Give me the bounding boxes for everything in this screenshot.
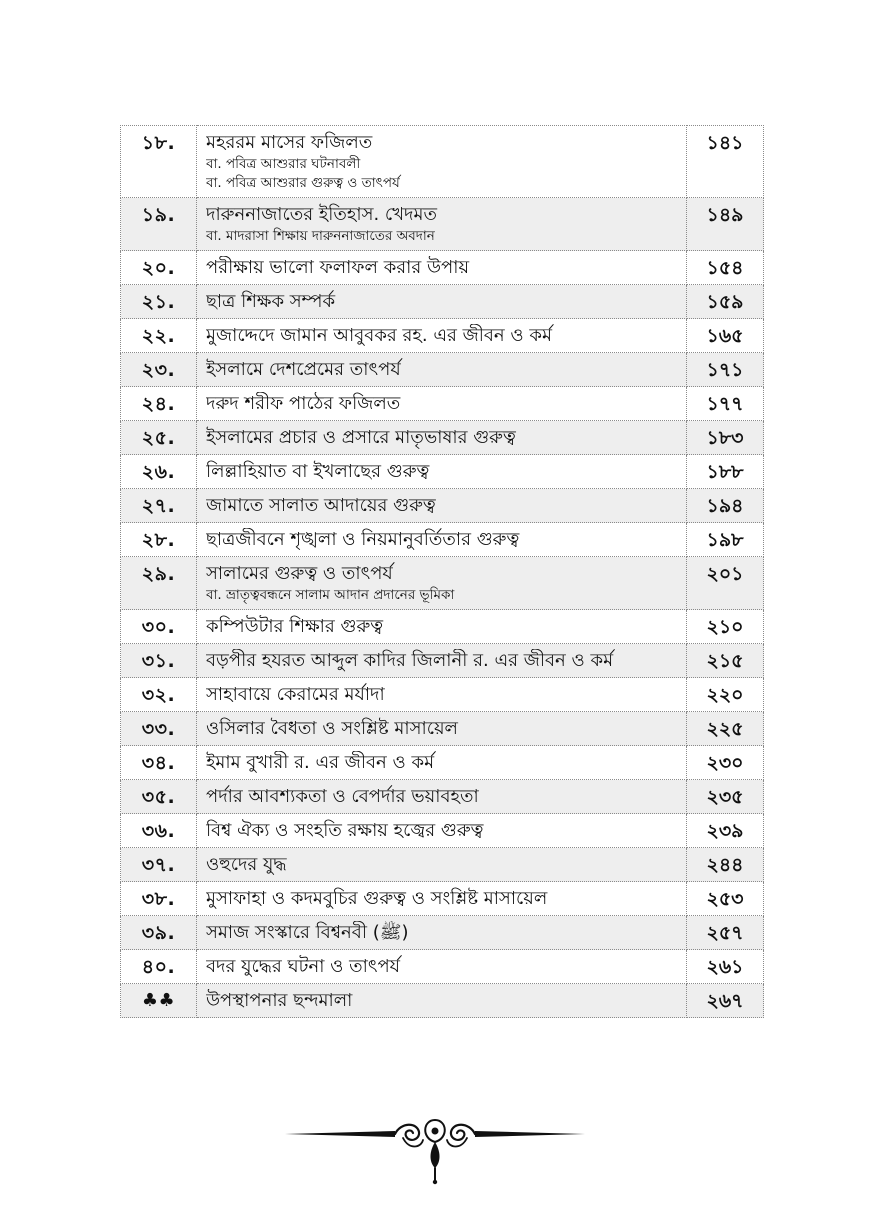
chapter-title: মুজাদ্দেদে জামান আবুবকর রহ. এর জীবন ও কর্ম: [206, 325, 552, 346]
chapter-subtitle: বা. পবিত্র আশুরার ঘটনাবলী: [206, 156, 361, 172]
toc-body: [121, 126, 764, 1018]
chapter-title-cell: [197, 678, 687, 712]
chapter-number: ২৪.: [121, 387, 197, 421]
chapter-title-cell: [197, 644, 687, 678]
page-number: ২৩৫: [687, 780, 764, 814]
page-number: ২৩৯: [687, 814, 764, 848]
table-of-contents: [120, 125, 764, 1018]
page-number: ২৫৭: [687, 916, 764, 950]
chapter-title-cell: [197, 780, 687, 814]
chapter-title-cell: [197, 285, 687, 319]
scroll-flourish-icon: [283, 1116, 587, 1188]
chapter-number: ৪০.: [121, 950, 197, 984]
page-number: ২১৫: [687, 644, 764, 678]
chapter-title: সালামের গুরুত্ব ও তাৎপর্য: [206, 563, 393, 584]
toc-row: [121, 251, 764, 285]
page-number: ১৬৫: [687, 319, 764, 353]
chapter-title: মুসাফাহা ও কদমবুচির গুরুত্ব ও সংশ্লিষ্ট মাসায়েল: [206, 888, 548, 909]
toc-row: [121, 387, 764, 421]
toc-row: [121, 882, 764, 916]
chapter-number: ২৬.: [121, 455, 197, 489]
chapter-title-cell: [197, 198, 687, 251]
toc-row: [121, 489, 764, 523]
page-number: ২৬৭: [687, 984, 764, 1018]
toc-row: [121, 557, 764, 610]
chapter-number: ২৫.: [121, 421, 197, 455]
toc-row: [121, 780, 764, 814]
page-number: ১৮৮: [687, 455, 764, 489]
chapter-number: ২১.: [121, 285, 197, 319]
toc-row: [121, 610, 764, 644]
chapter-title-cell: [197, 557, 687, 610]
toc-row: [121, 523, 764, 557]
page-number: ২২৫: [687, 712, 764, 746]
chapter-number: ৩৮.: [121, 882, 197, 916]
chapter-title: ওহুদের যুদ্ধ: [206, 854, 287, 875]
page-number: ১৪৯: [687, 198, 764, 251]
page-number: ১৪১: [687, 126, 764, 198]
chapter-title-cell: [197, 126, 687, 198]
chapter-title: ইসলামে দেশপ্রেমের তাৎপর্য: [206, 359, 401, 380]
chapter-title-cell: [197, 251, 687, 285]
chapter-title-cell: [197, 421, 687, 455]
toc-row: [121, 712, 764, 746]
page-number: ২১০: [687, 610, 764, 644]
page-number: ২৪৪: [687, 848, 764, 882]
chapter-title: উপস্থাপনার ছন্দমালা: [206, 990, 353, 1011]
page-number: ২৩০: [687, 746, 764, 780]
toc-row: [121, 285, 764, 319]
toc-row: [121, 421, 764, 455]
page-number: ২৫৩: [687, 882, 764, 916]
toc-row: [121, 950, 764, 984]
toc-row: [121, 746, 764, 780]
chapter-title: দরুদ শরীফ পাঠের ফজিলত: [206, 393, 401, 414]
chapter-title: সাহাবায়ে কেরামের মর্যাদা: [206, 684, 385, 705]
chapter-title-cell: [197, 319, 687, 353]
chapter-number: ২৩.: [121, 353, 197, 387]
chapter-title-cell: [197, 353, 687, 387]
toc-row: [121, 198, 764, 251]
toc-row: [121, 678, 764, 712]
chapter-subtitle: বা. ভ্রাতৃত্ববন্ধনে সালাম আদান প্রদানের ভূমিকা: [206, 587, 455, 603]
chapter-title: লিল্লাহিয়াত বা ইখলাছের গুরুত্ব: [206, 461, 430, 482]
chapter-number: ♣♣: [121, 984, 197, 1018]
chapter-title-cell: [197, 814, 687, 848]
page-number: ১৮৩: [687, 421, 764, 455]
toc-row: [121, 126, 764, 198]
toc-row: [121, 455, 764, 489]
chapter-title-cell: [197, 950, 687, 984]
chapter-title-cell: [197, 916, 687, 950]
chapter-number: ২৮.: [121, 523, 197, 557]
chapter-title-cell: [197, 712, 687, 746]
chapter-number: ২৭.: [121, 489, 197, 523]
chapter-number: ৩৬.: [121, 814, 197, 848]
chapter-title-cell: [197, 848, 687, 882]
toc-row: [121, 916, 764, 950]
chapter-number: ৩৩.: [121, 712, 197, 746]
page-number: ২৬১: [687, 950, 764, 984]
toc-row: [121, 353, 764, 387]
chapter-title: ইসলামের প্রচার ও প্রসারে মাতৃভাষার গুরুত্ব: [206, 427, 516, 448]
chapter-number: ২২.: [121, 319, 197, 353]
chapter-title: ছাত্র শিক্ষক সম্পর্ক: [206, 291, 336, 312]
page-number: ২২০: [687, 678, 764, 712]
chapter-subtitle: বা. মাদরাসা শিক্ষায় দারুননাজাতের অবদান: [206, 228, 435, 244]
page-number: ১৫৯: [687, 285, 764, 319]
chapter-subtitle: বা. পবিত্র আশুরার গুরুত্ব ও তাৎপর্য: [206, 175, 400, 191]
chapter-title: পর্দার আবশ্যকতা ও বেপর্দার ভয়াবহতা: [206, 786, 479, 807]
chapter-title: বদর যুদ্ধের ঘটনা ও তাৎপর্য: [206, 956, 401, 977]
toc-row: [121, 814, 764, 848]
chapter-number: ৩০.: [121, 610, 197, 644]
chapter-title: দারুননাজাতের ইতিহাস. খেদমত: [206, 204, 437, 225]
chapter-title: ছাত্রজীবনে শৃঙ্খলা ও নিয়মানুবর্তিতার গুরুত্ব: [206, 529, 520, 550]
chapter-title: সমাজ সংস্কারে বিশ্বনবী (ﷺ): [206, 922, 409, 943]
chapter-title: কম্পিউটার শিক্ষার গুরুত্ব: [206, 616, 384, 637]
page-number: ১৯৪: [687, 489, 764, 523]
chapter-title-cell: [197, 489, 687, 523]
chapter-title: ইমাম বুখারী র. এর জীবন ও কর্ম: [206, 752, 435, 773]
chapter-number: ৩২.: [121, 678, 197, 712]
chapter-number: ৩৯.: [121, 916, 197, 950]
chapter-title: পরীক্ষায় ভালো ফলাফল করার উপায়: [206, 257, 470, 278]
chapter-title: মহররম মাসের ফজিলত: [206, 132, 373, 153]
page-number: ১৭১: [687, 353, 764, 387]
toc-row: [121, 644, 764, 678]
page-number: ১৯৮: [687, 523, 764, 557]
chapter-title: বড়পীর হযরত আব্দুল কাদির জিলানী র. এর জীবন ও কর্ম: [206, 650, 614, 671]
chapter-title: জামাতে সালাত আদায়ের গুরুত্ব: [206, 495, 436, 516]
chapter-number: ১৯.: [121, 198, 197, 251]
chapter-title: ওসিলার বৈধতা ও সংশ্লিষ্ট মাসায়েল: [206, 718, 458, 739]
chapter-title: বিশ্ব ঐক্য ও সংহতি রক্ষায় হজ্বের গুরুত্ব: [206, 820, 484, 841]
chapter-number: ২০.: [121, 251, 197, 285]
chapter-title-cell: [197, 610, 687, 644]
toc-row: [121, 984, 764, 1018]
page-number: ১৭৭: [687, 387, 764, 421]
chapter-number: ১৮.: [121, 126, 197, 198]
chapter-title-cell: [197, 746, 687, 780]
chapter-number: ৩৭.: [121, 848, 197, 882]
chapter-number: ২৯.: [121, 557, 197, 610]
chapter-number: ৩৪.: [121, 746, 197, 780]
page-number: ১৫৪: [687, 251, 764, 285]
chapter-number: ৩৫.: [121, 780, 197, 814]
chapter-title-cell: [197, 455, 687, 489]
toc-row: [121, 848, 764, 882]
chapter-title-cell: [197, 882, 687, 916]
chapter-title-cell: [197, 387, 687, 421]
chapter-title-cell: [197, 984, 687, 1018]
toc-row: [121, 319, 764, 353]
page-number: ২০১: [687, 557, 764, 610]
chapter-title-cell: [197, 523, 687, 557]
chapter-number: ৩১.: [121, 644, 197, 678]
